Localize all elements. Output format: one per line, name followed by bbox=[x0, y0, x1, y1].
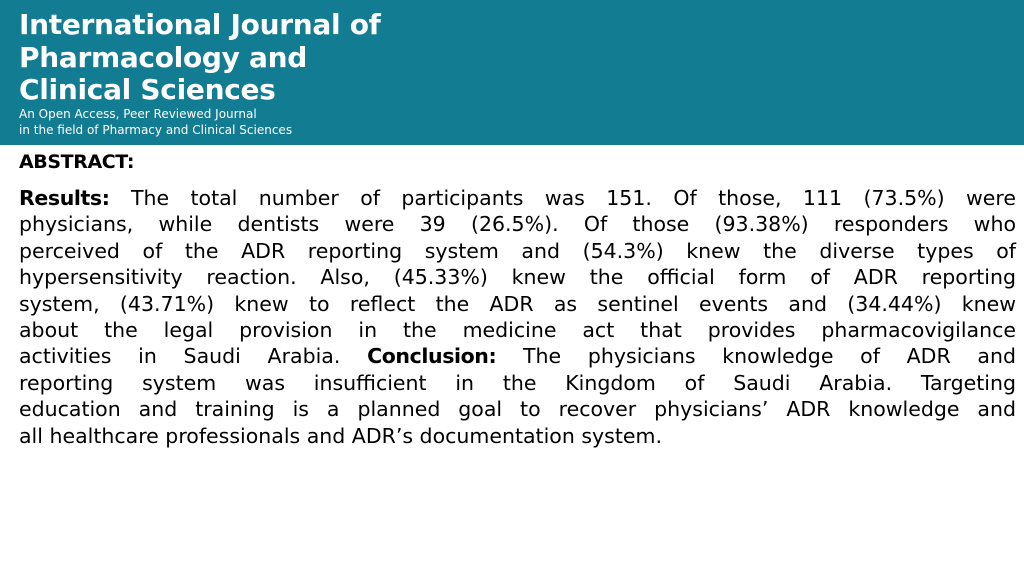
abstract-line: perceived of the ADR reporting system and (54.3%) knew the diverse types of bbox=[19, 238, 1016, 263]
journal-title-line: Pharmacology and bbox=[19, 40, 308, 74]
abstract-body bbox=[19, 185, 1016, 449]
abstract-line bbox=[19, 343, 1016, 369]
abstract-line: physicians, while dentists were 39 (26.5%). Of those (93.38%) responders who bbox=[19, 212, 1016, 237]
journal-title bbox=[19, 9, 381, 107]
abstract-line: reporting system was insufficient in the Kingdom of Saudi Arabia. Targeting bbox=[19, 370, 1016, 395]
journal-title-line: International Journal of bbox=[19, 8, 381, 41]
abstract-line: all healthcare professionals and ADR’s documentation system. bbox=[19, 423, 662, 448]
journal-tagline bbox=[19, 106, 292, 138]
abstract-text: The physicians knowledge of ADR and bbox=[496, 344, 1016, 369]
abstract-line: system, (43.71%) knew to reflect the ADR as sentinel events and (34.44%) knew bbox=[19, 291, 1016, 316]
abstract-line: hypersensitivity reaction. Also, (45.33%) knew the official form of ADR reporting bbox=[19, 265, 1016, 290]
abstract-line: education and training is a planned goal to recover physicians’ ADR knowledge and bbox=[19, 397, 1016, 422]
abstract-text: The total number of participants was 151. Of those, 111 (73.5%) were bbox=[109, 186, 1016, 210]
conclusion-label: Conclusion: bbox=[367, 344, 497, 369]
journal-title-line: Clinical Sciences bbox=[19, 73, 276, 106]
journal-header bbox=[0, 0, 1024, 145]
results-label: Results: bbox=[19, 186, 110, 210]
journal-tagline-line: An Open Access, Peer Reviewed Journal bbox=[19, 107, 257, 121]
abstract-heading: ABSTRACT: bbox=[19, 151, 135, 173]
journal-tagline-line: in the field of Pharmacy and Clinical Sciences bbox=[19, 123, 293, 137]
abstract-text: activities in Saudi Arabia. bbox=[19, 344, 368, 369]
abstract-line: about the legal provision in the medicine act that provides pharmacovigilance bbox=[19, 318, 1016, 343]
abstract-line bbox=[19, 185, 1016, 211]
